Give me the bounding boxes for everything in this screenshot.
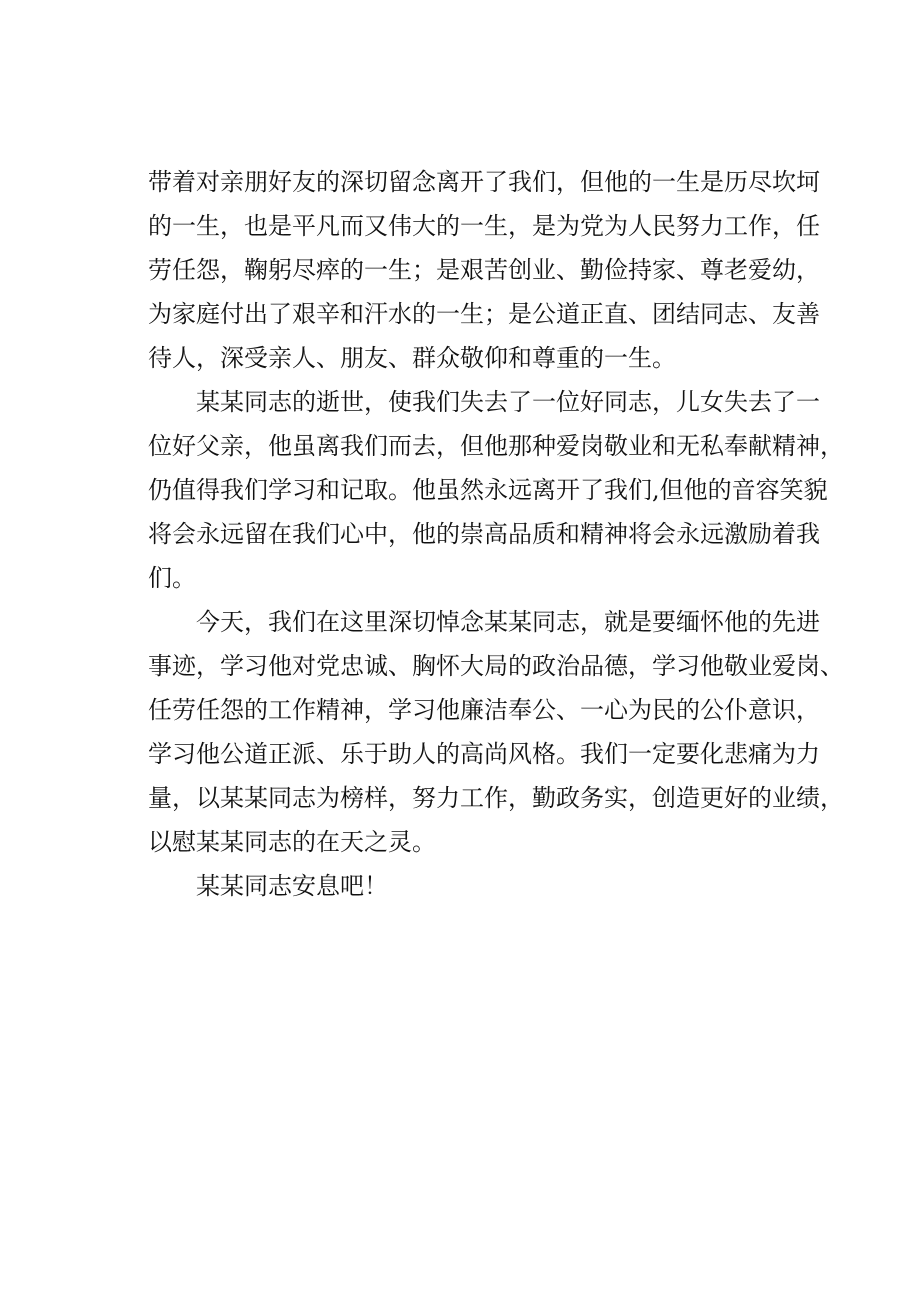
text-line: 的一生，也是平凡而又伟大的一生，是为党为人民努力工作，任 (148, 212, 820, 240)
paragraph-3 (148, 600, 844, 864)
text-line: 为家庭付出了艰辛和汗水的一生；是公道正直、团结同志、友善 (148, 300, 820, 328)
text-line: 劳任怨，鞠躬尽瘁的一生；是艰苦创业、勤俭持家、尊老爱幼， (148, 256, 820, 284)
text-line: 学习他公道正派、乐于助人的高尚风格。我们一定要化悲痛为力 (148, 740, 820, 768)
text-line: 们。 (148, 564, 196, 592)
text-line: 今天，我们在这里深切悼念某某同志，就是要缅怀他的先进 (148, 608, 820, 636)
text-line: 带着对亲朋好友的深切留念离开了我们，但他的一生是历尽坎坷 (148, 168, 820, 196)
paragraph-4 (148, 864, 810, 908)
document-body (148, 160, 844, 908)
text-line: 量，以某某同志为榜样，努力工作，勤政务实，创造更好的业绩， (148, 784, 844, 812)
text-line: 以慰某某同志的在天之灵。 (148, 828, 436, 856)
text-line: 待人，深受亲人、朋友、群众敬仰和尊重的一生。 (148, 344, 676, 372)
closing-line: 某某同志安息吧！ (148, 872, 388, 900)
paragraph-1 (148, 160, 820, 380)
text-line: 仍值得我们学习和记取。他虽然永远离开了我们,但他的音容笑貌 (148, 476, 828, 504)
text-line: 将会永远留在我们心中，他的崇高品质和精神将会永远激励着我 (148, 520, 820, 548)
paragraph-2 (148, 380, 844, 600)
text-line: 任劳任怨的工作精神，学习他廉洁奉公、一心为民的公仆意识， (148, 696, 820, 724)
text-line: 位好父亲，他虽离我们而去，但他那种爱岗敬业和无私奉献精神， (148, 432, 844, 460)
text-line: 某某同志的逝世，使我们失去了一位好同志，儿女失去了一 (148, 388, 820, 416)
text-line: 事迹，学习他对党忠诚、胸怀大局的政治品德，学习他敬业爱岗、 (148, 652, 844, 680)
